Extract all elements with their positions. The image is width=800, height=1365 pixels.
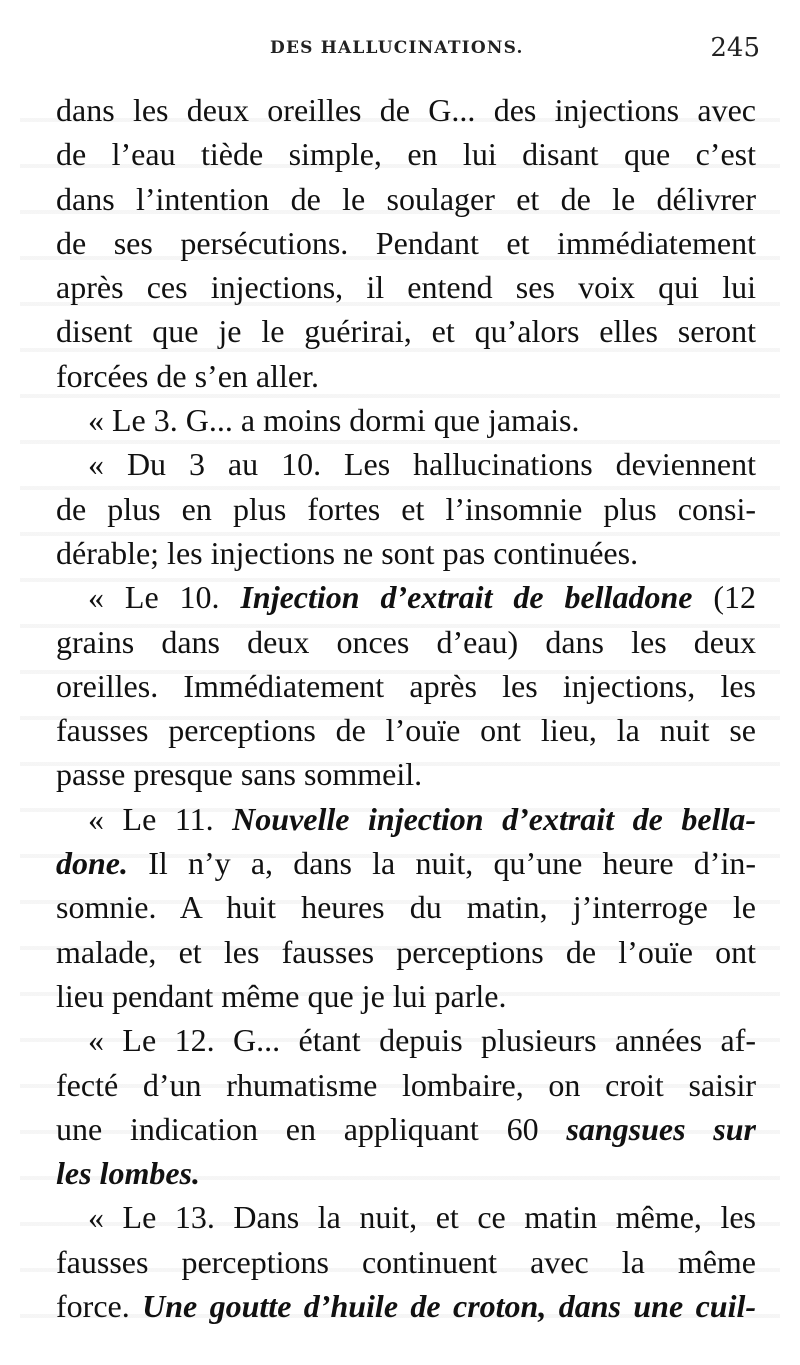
text-line xyxy=(56,177,756,221)
text-run: somnie. A huit heures du matin, j’interroge le xyxy=(56,889,756,926)
text-run: disent que je le guérirai, et qu’alors elles seront xyxy=(56,313,756,350)
text-run: fausses perceptions de l’ouïe ont lieu, la nuit se xyxy=(56,712,756,749)
italic-run: Nouvelle injection d’extrait de bella- xyxy=(232,800,756,837)
page-header xyxy=(270,33,760,78)
text-line xyxy=(56,398,756,442)
text-run: « Le 11. xyxy=(88,800,233,837)
text-line xyxy=(56,1195,756,1239)
page-number: 245 xyxy=(710,33,760,63)
text-line xyxy=(56,1240,756,1284)
text-line xyxy=(56,1151,756,1195)
running-head: DES HALLUCINATIONS. xyxy=(270,38,524,58)
text-line xyxy=(56,752,756,796)
italic-run: done. xyxy=(56,845,128,882)
text-line xyxy=(56,620,756,664)
text-line xyxy=(56,930,756,974)
text-line xyxy=(56,797,756,841)
text-run: dans l’intention de le soulager et de le délivrer xyxy=(56,180,756,217)
text-run: une indication en appliquant 60 xyxy=(56,1110,567,1147)
italic-run: Injection d’extrait de belladone xyxy=(240,579,693,616)
text-line xyxy=(56,1284,756,1328)
text-run: fecté d’un rhumatisme lombaire, on croit saisir xyxy=(56,1066,756,1103)
text-run: Il n’y a, dans la nuit, qu’une heure d’in- xyxy=(128,845,756,882)
text-run: « Du 3 au 10. Les hallucinations deviennent xyxy=(88,446,756,483)
text-line xyxy=(56,974,756,1018)
text-run: de ses persécutions. Pendant et immédiatement xyxy=(56,224,756,261)
text-line xyxy=(56,1018,756,1062)
text-run: « Le 10. xyxy=(88,579,241,616)
text-line xyxy=(56,132,756,176)
text-line xyxy=(56,575,756,619)
text-run: forcées de s’en aller. xyxy=(56,357,319,394)
text-line xyxy=(56,531,756,575)
text-run: de plus en plus fortes et l’insomnie plus consi- xyxy=(56,490,756,527)
text-run: passe presque sans sommeil. xyxy=(56,756,423,793)
text-run: « Le 12. G... étant depuis plusieurs années af- xyxy=(88,1022,756,1059)
text-run: grains dans deux onces d’eau) dans les deux xyxy=(56,623,756,660)
text-line xyxy=(56,88,756,132)
text-line xyxy=(56,442,756,486)
text-line xyxy=(56,841,756,885)
italic-run: Une goutte d’huile de croton, dans une cuil- xyxy=(142,1288,756,1325)
text-line xyxy=(56,354,756,398)
text-run: oreilles. Immédiatement après les injections, les xyxy=(56,667,756,704)
text-run: « Le 3. G... a moins dormi que jamais. xyxy=(88,402,580,439)
text-line xyxy=(56,265,756,309)
text-line xyxy=(56,1107,756,1151)
text-run: après ces injections, il entend ses voix qui lui xyxy=(56,269,756,306)
text-line xyxy=(56,1063,756,1107)
body-text xyxy=(56,88,756,1328)
text-run: lieu pendant même que je lui parle. xyxy=(56,977,507,1014)
text-run: de l’eau tiède simple, en lui disant que c’est xyxy=(56,136,756,173)
text-run: malade, et les fausses perceptions de l’ouïe ont xyxy=(56,933,756,970)
italic-run: sangsues sur xyxy=(566,1110,756,1147)
text-run: « Le 13. Dans la nuit, et ce matin même, les xyxy=(88,1199,756,1236)
italic-run: les lombes. xyxy=(56,1155,200,1192)
text-run: fausses perceptions continuent avec la même xyxy=(56,1243,756,1280)
text-run: dérable; les injections ne sont pas continuées. xyxy=(56,534,639,571)
text-line xyxy=(56,708,756,752)
text-line xyxy=(56,885,756,929)
text-run: force. xyxy=(56,1288,143,1325)
text-line xyxy=(56,664,756,708)
text-run: dans les deux oreilles de G... des injections avec xyxy=(56,92,756,128)
text-line xyxy=(56,221,756,265)
text-line xyxy=(56,309,756,353)
text-run: (12 xyxy=(692,579,756,616)
text-line xyxy=(56,487,756,531)
